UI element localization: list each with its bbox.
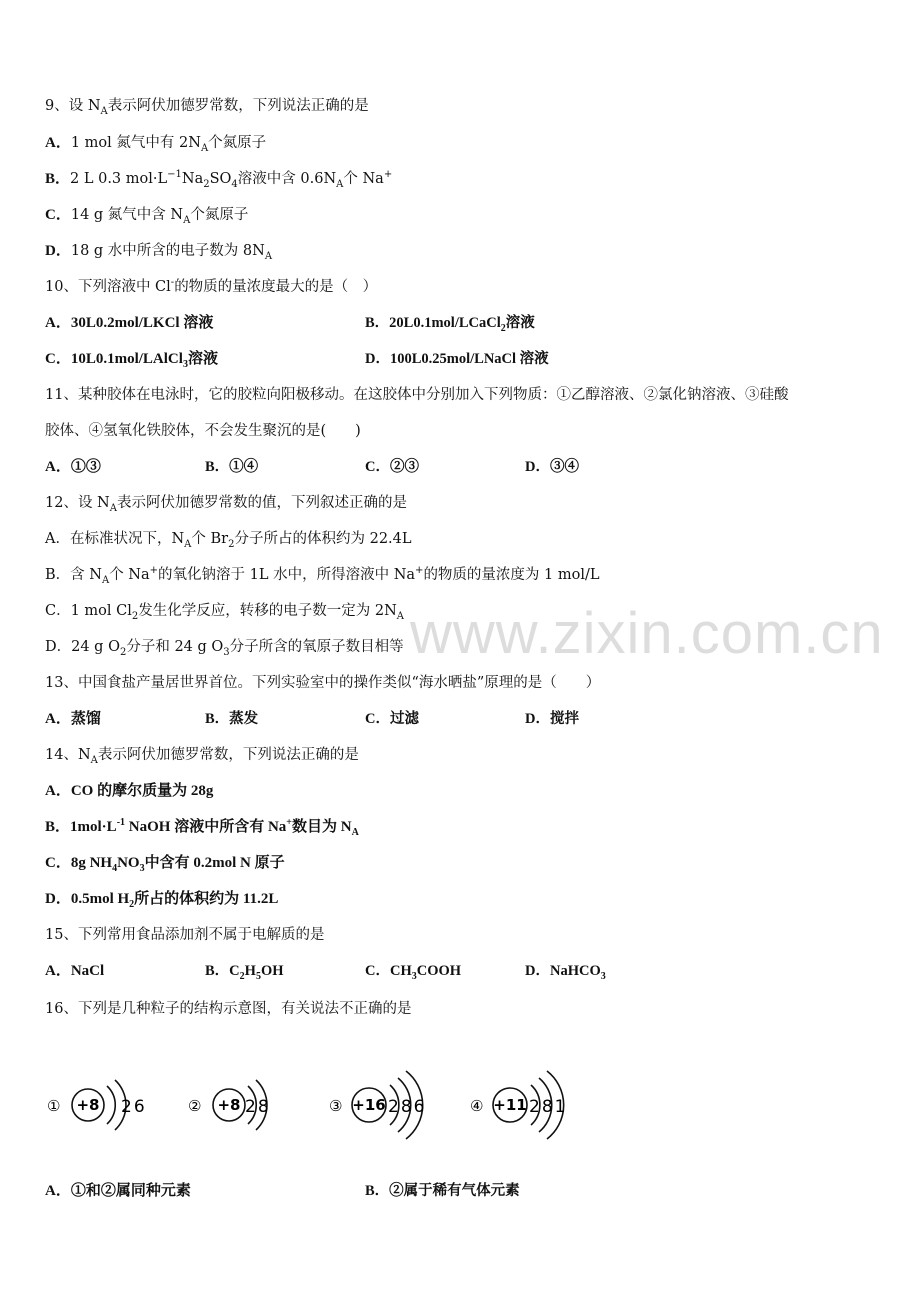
q15-option-b: B．$C_2H_5OH$ <box>205 963 284 982</box>
atom-3-nucleus: +16 <box>352 1096 386 1114</box>
atom-1-label: ① <box>47 1097 61 1115</box>
q10-option-b: B．20L0.1mol/LCaCl$_2$溶液 <box>365 315 535 334</box>
q12-option-c: C．1 mol $Cl_2$发生化学反应，转移的电子数一定为 $2N_A$ <box>45 603 405 622</box>
q9-option-a: A．1 mol 氮气中有 $2N_A$个氮原子 <box>45 135 267 154</box>
atom-2-nucleus: +8 <box>217 1096 241 1114</box>
q11-option-a: A．①③ <box>45 459 101 475</box>
watermark: www.zixin.com.cn <box>410 601 884 666</box>
q14-option-b: B．$1mol\cdot L^{-1}$ NaOH 溶液中所含有 Na+数目为 $N_A$ <box>45 817 359 838</box>
atom-diagram-4 <box>470 1071 567 1139</box>
q11-stem-line1: 11、某种胶体在电泳时，它的胶粒向阳极移动。在这胶体中分别加入下列物质：①乙醇溶液、②氯化钠溶液、③硅酸 <box>45 387 789 403</box>
q12-option-b: B．含 $N_A$个 Na+的氧化钠溶于 1L 水中，所得溶液中 Na+的物质的量浓度为 1 mol/L <box>45 565 600 586</box>
q10-stem: 10、下列溶液中 Cl-的物质的量浓度最大的是（ ） <box>45 277 378 295</box>
q14-option-c: C．8g $NH_4NO_3$中含有 0.2mol N 原子 <box>45 855 285 874</box>
atom-diagram-1 <box>47 1080 147 1130</box>
q11-option-b: B．①④ <box>205 459 259 475</box>
atom-4-electrons: 281 <box>529 1097 568 1117</box>
atom-4-label: ④ <box>470 1097 484 1115</box>
q12-stem: 12、设 $N_A$表示阿伏加德罗常数的值，下列叙述正确的是 <box>45 495 407 514</box>
q10-option-d: D．100L0.25mol/LNaCl 溶液 <box>365 351 549 367</box>
q9-option-c: C．14 g 氮气中含 $N_A$个氮原子 <box>45 207 249 226</box>
q15-option-a: A．NaCl <box>45 963 105 979</box>
q10-option-c: C．10L0.1mol/LAlCl$_3$溶液 <box>45 351 218 370</box>
q13-option-c: C．过滤 <box>365 711 419 727</box>
atom-2-electrons: 28 <box>245 1097 271 1117</box>
q15-option-d: D．NaHCO$_3$ <box>525 963 606 982</box>
q16-option-a: A．①和②属同种元素 <box>45 1183 191 1199</box>
q13-option-a: A．蒸馏 <box>45 711 101 727</box>
q11-option-d: D．③④ <box>525 459 579 475</box>
q12-option-d: D．24 g $O_2$分子和 24 g $O_3$分子所含的氧原子数目相等 <box>45 639 404 658</box>
q15-option-c: C．$CH_3COOH$ <box>365 963 462 982</box>
q14-option-d: D．0.5mol $H_2$所占的体积约为 11.2L <box>45 891 279 910</box>
q10-option-a: A．30L0.2mol/LKCl 溶液 <box>45 315 214 331</box>
atom-1-nucleus: +8 <box>76 1096 100 1114</box>
atom-2-label: ② <box>188 1097 202 1115</box>
q11-option-c: C．②③ <box>365 459 419 475</box>
atom-3-label: ③ <box>329 1097 343 1115</box>
q9-option-d: D．18 g 水中所含的电子数为 $8N_A$ <box>45 243 273 262</box>
atom-1-electrons: 26 <box>121 1097 147 1117</box>
atom-3-electrons: 286 <box>388 1097 427 1117</box>
atom-1-shell-1 <box>107 1086 115 1124</box>
q13-stem: 13、中国食盐产量居世界首位。下列实验室中的操作类似“海水晒盐”原理的是（ ） <box>45 675 601 691</box>
q9-stem: 9、设 $N_A$表示阿伏加德罗常数，下列说法正确的是 <box>45 98 369 117</box>
atom-4-nucleus: +11 <box>493 1096 527 1114</box>
q13-option-b: B．蒸发 <box>205 711 259 727</box>
q14-option-a: A．CO 的摩尔质量为 28g <box>45 783 214 799</box>
atom-diagram-3 <box>329 1071 426 1139</box>
atom-structure-diagrams <box>45 1060 665 1150</box>
q9-option-b: B．2 L 0.3 $mol\cdot L^{-1}Na_2SO_4$溶液中含 $0.6N_A$个 Na+ <box>45 169 393 190</box>
q12-option-a: A．在标准状况下，$N_A$个 $Br_2$分子所占的体积约为 22.4L <box>45 531 412 550</box>
q14-stem: 14、$N_A$表示阿伏加德罗常数，下列说法正确的是 <box>45 747 359 766</box>
q13-option-d: D．搅拌 <box>525 711 579 727</box>
q11-stem-line2: 胶体、④氢氧化铁胶体，不会发生聚沉的是( ) <box>45 423 361 439</box>
q16-stem: 16、下列是几种粒子的结构示意图，有关说法不正确的是 <box>45 1001 412 1017</box>
atom-diagram-2 <box>188 1080 271 1130</box>
q16-option-b: B．②属于稀有气体元素 <box>365 1183 520 1199</box>
q15-stem: 15、下列常用食品添加剂不属于电解质的是 <box>45 927 325 943</box>
